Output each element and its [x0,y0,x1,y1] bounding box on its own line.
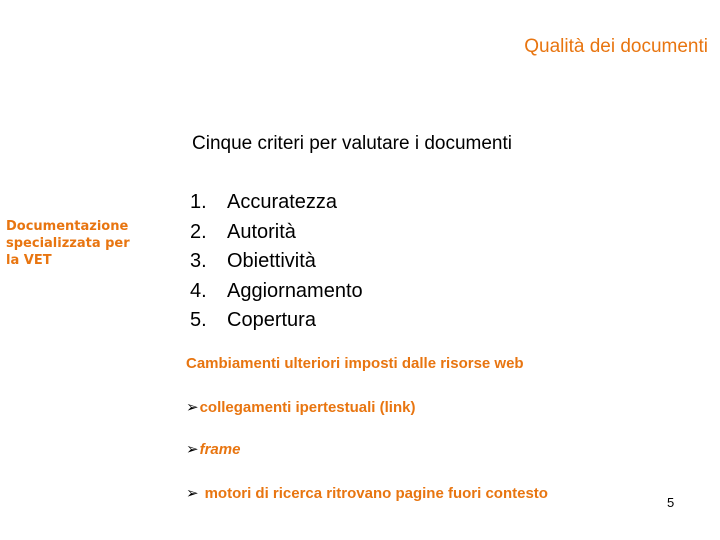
bullet-text: motori di ricerca ritrovano pagine fuori contesto [204,484,548,502]
criteria-item [190,306,363,336]
criteria-label: Copertura [227,309,316,331]
arrow-bullet-icon: ➢ [186,484,199,502]
page-number: 5 [667,495,675,510]
criteria-label: Obiettività [227,250,316,272]
criteria-item [190,247,363,277]
bullet-text: collegamenti ipertestuali (link) [199,398,416,416]
bullet-item [186,398,415,416]
criteria-item [190,218,363,248]
sidebar-label: Documentazione specializzata per la VET [6,219,130,268]
arrow-bullet-icon: ➢ [186,440,199,458]
arrow-bullet-icon: ➢ [186,398,199,416]
criteria-item [190,188,363,218]
bullet-item [186,484,548,502]
criteria-number: 5. [190,309,207,331]
criteria-item [190,277,363,307]
criteria-list [190,188,363,336]
criteria-label: Accuratezza [227,191,338,213]
criteria-number: 1. [190,191,207,213]
criteria-label: Aggiornamento [227,279,363,302]
slide-title: Qualità dei documenti [524,36,708,57]
criteria-subtitle: Cinque criteri per valutare i documenti [192,133,512,154]
bullet-text: frame [199,440,241,458]
criteria-number: 2. [190,220,207,243]
criteria-number: 3. [190,250,207,272]
bullet-item [186,440,240,458]
criteria-label: Autorità [227,220,296,243]
changes-heading: Cambiamenti ulteriori imposti dalle risorse web [186,355,524,372]
criteria-number: 4. [190,279,207,302]
